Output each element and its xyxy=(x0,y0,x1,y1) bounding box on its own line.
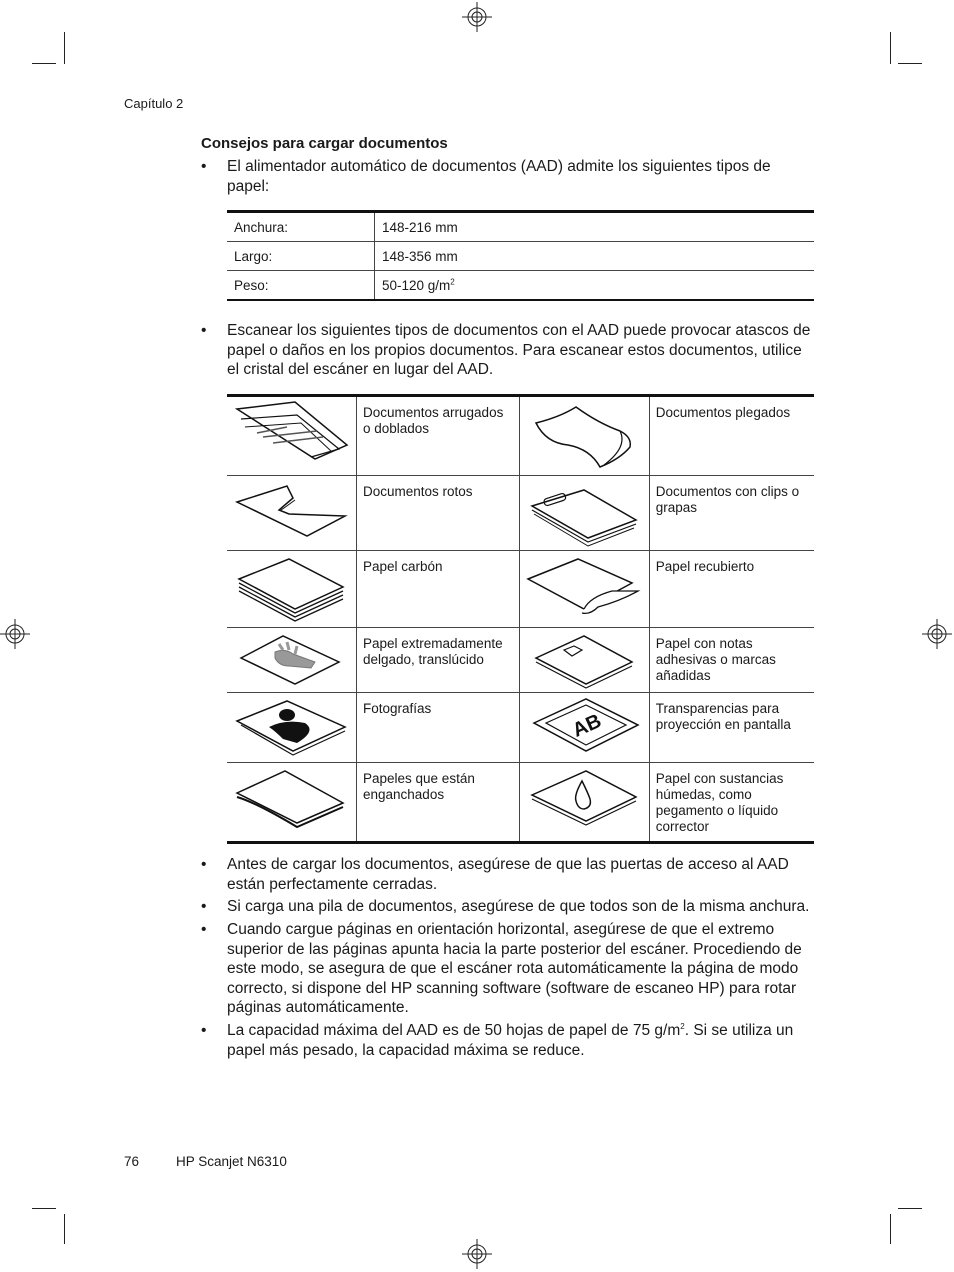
image-cell xyxy=(227,551,357,628)
crop-mark xyxy=(898,63,922,64)
doc-type-label: Papel carbón xyxy=(357,551,520,628)
wet-substance-icon xyxy=(520,763,649,841)
page-number: 76 xyxy=(124,1154,140,1169)
table-row xyxy=(227,551,814,628)
table-row xyxy=(227,242,814,271)
bullet-item xyxy=(201,855,816,894)
spec-value: 148-356 mm xyxy=(375,242,815,271)
table-row xyxy=(227,763,814,843)
image-cell xyxy=(519,693,649,763)
doc-type-label: Papel extremadamente delgado, translúcido xyxy=(357,628,520,693)
bullet-text-part: . Si se utiliza un papel más pesado, la capacidad máxima se reduce. xyxy=(227,1022,794,1059)
crop-mark xyxy=(898,1208,922,1209)
image-cell xyxy=(519,551,649,628)
bullet-symbol: • xyxy=(201,322,207,339)
bullet-text: Si carga una pila de documentos, asegúrese de que todos son de la misma anchura. xyxy=(227,898,810,915)
crop-mark xyxy=(32,63,56,64)
doc-type-label: Papel con sustancias húmedas, como pegamento o líquido corrector xyxy=(655,771,784,834)
coated-paper-icon xyxy=(520,551,649,627)
bullet-text-part: La capacidad máxima del AAD es de 50 hojas de papel de 75 g/m xyxy=(227,1022,681,1039)
doc-type-label: Documentos rotos xyxy=(357,476,520,551)
image-cell xyxy=(227,763,357,843)
superscript: 2 xyxy=(450,277,455,286)
transparency-icon xyxy=(520,693,649,762)
bullet-text: Cuando cargue páginas en orientación horizontal, asegúrese de que el extremo superior de las páginas apunta hacia la parte posterior del escáner. Procediendo de este modo, se asegura de que el escáner rota automáticamente la página de modo correcto, si dispone del HP scanning software (software de escaneo HP) para rotar páginas automáticamente. xyxy=(227,921,802,1017)
table-row xyxy=(227,476,814,551)
superscript: 2 xyxy=(680,1021,685,1031)
doc-type-label: Papel con notas adhesivas o marcas añadidas xyxy=(649,628,814,693)
bullet-symbol: • xyxy=(201,158,207,175)
photograph-icon xyxy=(227,693,356,762)
crop-mark xyxy=(64,1214,65,1244)
bullet-symbol: • xyxy=(201,856,207,873)
bullet-text: Antes de cargar los documentos, asegúrese de que las puertas de acceso al AAD están perfectamente cerradas. xyxy=(227,856,789,893)
product-name: HP Scanjet N6310 xyxy=(176,1154,287,1169)
document-types-table xyxy=(227,394,814,844)
registration-mark-icon xyxy=(462,1239,492,1269)
bullet-text: Escanear los siguientes tipos de documentos con el AAD puede provocar atascos de papel o daños en los propios documentos. Para escanear estos documentos, utilice el cristal del escáner en lugar del AAD. xyxy=(227,322,811,379)
chapter-label: Capítulo 2 xyxy=(124,96,184,111)
spec-label: Anchura: xyxy=(227,212,375,242)
table-row xyxy=(227,396,814,476)
image-cell xyxy=(227,476,357,551)
bullet-symbol: • xyxy=(201,921,207,938)
image-cell xyxy=(519,396,649,476)
bullet-text xyxy=(227,1021,816,1060)
bullet-item xyxy=(201,321,816,380)
bullet-symbol: • xyxy=(201,1022,207,1039)
carbon-paper-icon xyxy=(227,551,356,627)
crop-mark xyxy=(890,32,891,64)
table-row xyxy=(227,271,814,301)
crop-mark xyxy=(890,1214,891,1244)
spec-label: Largo: xyxy=(227,242,375,271)
table-row xyxy=(227,628,814,693)
torn-paper-icon xyxy=(227,476,356,550)
table-row xyxy=(227,212,814,242)
image-cell xyxy=(227,396,357,476)
sticky-note-icon xyxy=(520,628,649,692)
bullet-item xyxy=(201,1021,816,1060)
image-cell xyxy=(519,476,649,551)
bullet-text: El alimentador automático de documentos (AAD) admite los siguientes tipos de papel: xyxy=(227,158,771,195)
doc-type-label: Documentos arrugados o doblados xyxy=(357,396,520,476)
transparency-text: AB xyxy=(569,709,605,742)
doc-type-label: Documentos plegados xyxy=(649,396,814,476)
bullet-item xyxy=(201,920,816,1018)
image-cell xyxy=(519,763,649,843)
doc-type-label: Papel recubierto xyxy=(649,551,814,628)
image-cell xyxy=(227,628,357,693)
registration-mark-icon xyxy=(462,2,492,32)
crop-mark xyxy=(32,1208,56,1209)
spec-label: Peso: xyxy=(227,271,375,301)
doc-type-label: Documentos con clips o grapas xyxy=(649,476,814,551)
wrinkled-paper-icon xyxy=(227,397,356,475)
spec-value-cell xyxy=(375,271,815,301)
doc-type-label: Fotografías xyxy=(357,693,520,763)
table-row xyxy=(227,693,814,763)
crop-mark xyxy=(64,32,65,64)
stuck-papers-icon xyxy=(227,763,356,841)
image-cell xyxy=(519,628,649,693)
section-heading: Consejos para cargar documentos xyxy=(201,135,448,152)
image-cell xyxy=(227,693,357,763)
doc-type-label: Transparencias para proyección en pantalla xyxy=(649,693,814,763)
paper-spec-table xyxy=(227,210,814,301)
doc-type-label: Papeles que están enganchados xyxy=(357,763,520,843)
translucent-paper-icon xyxy=(227,628,356,692)
paper-clip-icon xyxy=(520,476,649,550)
spec-value: 148-216 mm xyxy=(375,212,815,242)
bullet-item xyxy=(201,157,816,196)
curled-paper-icon xyxy=(520,397,649,475)
bullet-symbol: • xyxy=(201,898,207,915)
bullet-item xyxy=(201,897,816,917)
registration-mark-icon xyxy=(922,619,952,649)
registration-mark-icon xyxy=(0,619,30,649)
spec-value: 50-120 g/m xyxy=(382,277,451,293)
